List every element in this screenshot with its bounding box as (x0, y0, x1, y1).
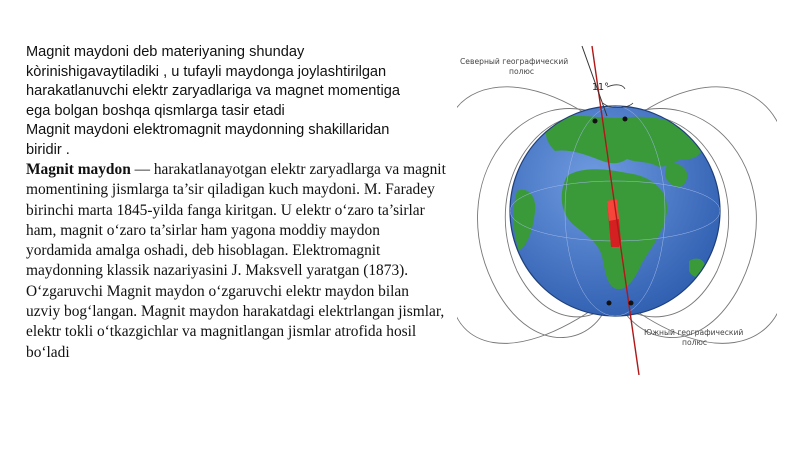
text-block (26, 43, 446, 363)
angle-label: 11° (592, 82, 609, 93)
north-pole-label-1: Северный географический (460, 57, 569, 66)
north-magnetic-dot (623, 117, 628, 122)
south-magnetic-dot (629, 301, 634, 306)
definition-paragraph (26, 160, 446, 363)
intro-line-3: harakatlanuvchi elektr zaryadlariga va magnet momentiga (26, 83, 400, 99)
earth-field-illustration (457, 41, 777, 375)
definition-text: — harakatlanayotgan elektr zaryadlarga va magnit momentining jismlarga ta’sir qiladigan kuch maydoni. M. Faradey birinchi marta 1845-yilda fanga kiritgan. U elektr o‘zaro ta’sirlar ham, magnit o‘zaro ta’sirlar ham yagona moddiy maydon yordamida amalga oshadi, deb hisoblagan. Elektromagnit maydonning klassik nazariyasini J. Maksvell yaratgan (1873). O‘zgaruvchi Magnit maydon o‘zgaruvchi elektr maydon bilan uzviy bog‘langan. Magnit maydon harakatdagi elektrlangan jismlar, elektr tokli o‘tkazgichlar va magnitlangan jismlar atrofida hosil bo‘ladi (26, 161, 446, 361)
intro-line-5: Magnit maydoni elektromagnit maydonning shakillaridan (26, 122, 390, 138)
intro-paragraph (26, 43, 446, 160)
south-pole-label-2: полюс (682, 338, 708, 347)
south-pole-dot (607, 301, 612, 306)
north-pole-dot (593, 119, 598, 124)
angle-arc (607, 85, 625, 89)
definition-term: Magnit maydon (26, 161, 131, 178)
magnetic-axis-top (582, 46, 607, 116)
intro-line-2: kòrinishigavaytiladiki , u tufayli maydonga joylashtirilgan (26, 63, 387, 80)
north-pole-label-2: полюс (509, 67, 535, 76)
earth-magnetic-field-figure (457, 41, 777, 375)
south-pole-label-1: Южный географический (644, 328, 744, 337)
intro-line-6: biridir . (26, 141, 70, 158)
intro-line-4: ega bolgan boshqa qismlarga tasir etadi (26, 102, 285, 119)
intro-line-1: Magnit maydoni deb materiyaning shunday (26, 44, 305, 60)
